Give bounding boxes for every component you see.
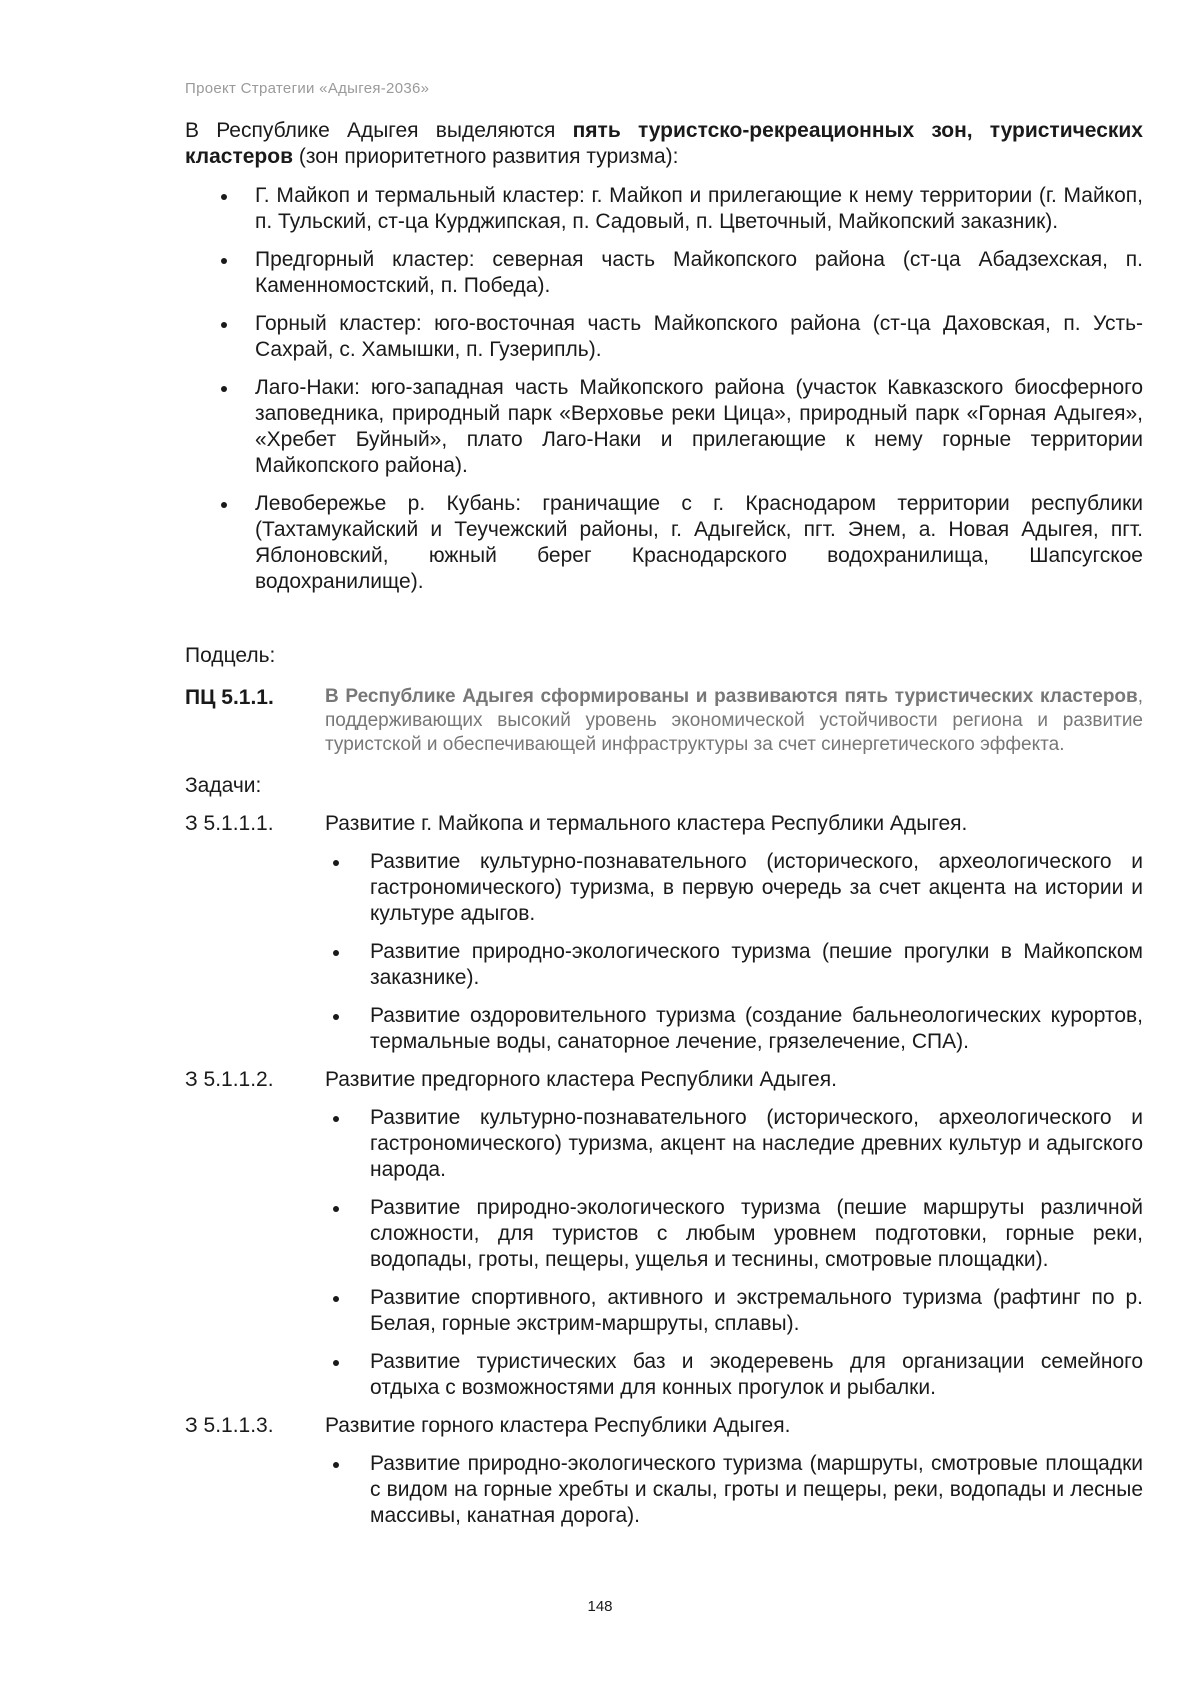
list-item: Лаго-Наки: юго-западная часть Майкопского района (участок Кавказского биосферного заповедника, природный парк «Верховье реки Цица», природный парк «Горная Адыгея», «Хребет Буйный», плато Лаго-Наки и прилегающие к нему горные территории Майкопского района).: [185, 375, 1143, 479]
subgoal-label: Подцель:: [185, 644, 276, 667]
bullet-icon: [333, 1296, 339, 1302]
task-row: [185, 1413, 1143, 1439]
page-header: Проект Стратегии «Адыгея-2036»: [185, 80, 430, 97]
task-title: Развитие горного кластера Республики Адыгея.: [325, 1414, 791, 1437]
list-item: Г. Майкоп и термальный кластер: г. Майкоп и прилегающие к нему территории (г. Майкоп, п. Тульский, ст-ца Курджипская, п. Садовый, п. Цветочный, Майкопский заказник).: [185, 183, 1143, 235]
bullet-icon: [221, 258, 227, 264]
subgoal-text: В Республике Адыгея сформированы и развиваются пять туристических кластеров, поддерживающих высокий уровень экономической устойчивости региона и развитие туристской и обеспечивающей инфраструктуры за счет синергетического эффекта.: [325, 686, 1143, 755]
bullet-icon: [333, 1360, 339, 1366]
bullet-icon: [333, 1206, 339, 1212]
list-item: Развитие природно-экологического туризма (пешие прогулки в Майкопском заказнике).: [325, 939, 1143, 991]
bullet-icon: [221, 194, 227, 200]
bullet-icon: [221, 386, 227, 392]
task-title: Развитие предгорного кластера Республики Адыгея.: [325, 1068, 837, 1091]
list-item: Предгорный кластер: северная часть Майкопского района (ст-ца Абадзехская, п. Каменномостский, п. Победа).: [185, 247, 1143, 299]
list-item: Горный кластер: юго-восточная часть Майкопского района (ст-ца Даховская, п. Усть-Сахрай, с. Хамышки, п. Гузерипль).: [185, 311, 1143, 363]
bullet-icon: [333, 1116, 339, 1122]
document-body: [185, 118, 1143, 1541]
task-list: [185, 849, 1143, 1055]
list-item: Развитие спортивного, активного и экстремального туризма (рафтинг по р. Белая, горные экстрим-маршруты, сплавы).: [325, 1285, 1143, 1337]
task-code: З 5.1.1.1.: [185, 812, 274, 835]
cluster-list: [185, 183, 1143, 595]
task-code: З 5.1.1.2.: [185, 1068, 274, 1091]
bullet-icon: [333, 1462, 339, 1468]
subgoal-row: [185, 685, 1143, 757]
page-number: 148: [587, 1598, 613, 1615]
task-row: [185, 1067, 1143, 1093]
list-item: Развитие природно-экологического туризма (пешие маршруты различной сложности, для туристов с любым уровнем подготовки, горные реки, водопады, гроты, пещеры, ущелья и теснины, смотровые площадки).: [325, 1195, 1143, 1273]
task-list: [185, 1451, 1143, 1529]
list-item: Развитие туристических баз и экодеревень для организации семейного отдыха с возможностями для конных прогулок и рыбалки.: [325, 1349, 1143, 1401]
list-item: Левобережье р. Кубань: граничащие с г. Краснодаром территории республики (Тахтамукайский и Теучежский районы, г. Адыгейск, пгт. Энем, а. Новая Адыгея, пгт. Яблоновский, южный берег Краснодарского водохранилища, Шапсугское водохранилище).: [185, 491, 1143, 595]
list-item: Развитие природно-экологического туризма (маршруты, смотровые площадки с видом на горные хребты и скалы, гроты и пещеры, реки, водопады и лесные массивы, канатная дорога).: [325, 1451, 1143, 1529]
task-row: [185, 811, 1143, 837]
task-code: З 5.1.1.3.: [185, 1414, 274, 1437]
task-title: Развитие г. Майкопа и термального кластера Республики Адыгея.: [325, 812, 968, 835]
list-item: Развитие культурно-познавательного (исторического, археологического и гастрономического) туризма, акцент на наследие древних культур и адыгского народа.: [325, 1105, 1143, 1183]
bullet-icon: [333, 860, 339, 866]
subgoal-code: ПЦ 5.1.1.: [185, 686, 274, 709]
bullet-icon: [333, 1014, 339, 1020]
task-list: [185, 1105, 1143, 1401]
list-item: Развитие оздоровительного туризма (создание бальнеологических курортов, термальные воды, санаторное лечение, грязелечение, СПА).: [325, 1003, 1143, 1055]
bullet-icon: [221, 502, 227, 508]
intro-bold: пять туристско-рекреационных зон, туристических кластеров: [185, 119, 1143, 168]
list-item: Развитие культурно-познавательного (исторического, археологического и гастрономического) туризма, в первую очередь за счет акцента на истории и культуре адыгов.: [325, 849, 1143, 927]
intro-paragraph: В Республике Адыгея выделяются пять туристско-рекреационных зон, туристических кластеров (зон приоритетного развития туризма):: [185, 119, 1143, 168]
bullet-icon: [221, 322, 227, 328]
tasks-label: Задачи:: [185, 774, 262, 797]
bullet-icon: [333, 950, 339, 956]
